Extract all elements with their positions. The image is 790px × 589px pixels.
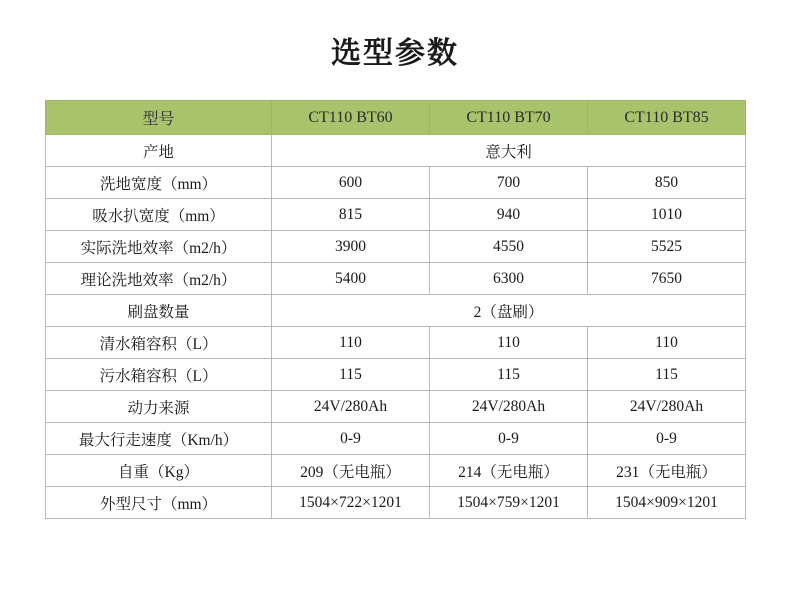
row-label: 外型尺寸（mm）	[46, 487, 272, 519]
row-value-2: 115	[430, 359, 588, 391]
row-label: 清水箱容积（L）	[46, 327, 272, 359]
row-value-1: 110	[272, 327, 430, 359]
table-row	[46, 135, 746, 167]
row-label: 动力来源	[46, 391, 272, 423]
row-value-2: 4550	[430, 231, 588, 263]
row-label: 洗地宽度（mm）	[46, 167, 272, 199]
row-value-1: 209（无电瓶）	[272, 455, 430, 487]
header-cell-col-1: CT110 BT60	[272, 101, 430, 135]
row-value-1: 815	[272, 199, 430, 231]
table-row	[46, 487, 746, 519]
row-label: 实际洗地效率（m2/h）	[46, 231, 272, 263]
row-value-3: 24V/280Ah	[588, 391, 746, 423]
row-value-3: 5525	[588, 231, 746, 263]
row-value-2: 214（无电瓶）	[430, 455, 588, 487]
table-row	[46, 423, 746, 455]
row-label: 理论洗地效率（m2/h）	[46, 263, 272, 295]
row-label: 最大行走速度（Km/h）	[46, 423, 272, 455]
table-row	[46, 359, 746, 391]
table-row	[46, 295, 746, 327]
table-row	[46, 231, 746, 263]
row-value-1: 24V/280Ah	[272, 391, 430, 423]
row-merged-value: 2（盘刷）	[272, 295, 746, 327]
table-row	[46, 167, 746, 199]
row-value-3: 0-9	[588, 423, 746, 455]
table-row	[46, 327, 746, 359]
row-value-1: 3900	[272, 231, 430, 263]
row-value-3: 1010	[588, 199, 746, 231]
row-label: 刷盘数量	[46, 295, 272, 327]
row-value-3: 231（无电瓶）	[588, 455, 746, 487]
row-value-2: 110	[430, 327, 588, 359]
row-value-2: 6300	[430, 263, 588, 295]
row-value-1: 1504×722×1201	[272, 487, 430, 519]
row-value-3: 115	[588, 359, 746, 391]
header-cell-model: 型号	[46, 101, 272, 135]
spec-table-container	[45, 100, 745, 519]
row-value-1: 0-9	[272, 423, 430, 455]
row-value-1: 5400	[272, 263, 430, 295]
page-title: 选型参数	[331, 37, 459, 70]
table-row	[46, 391, 746, 423]
row-value-2: 940	[430, 199, 588, 231]
row-label: 自重（Kg）	[46, 455, 272, 487]
table-body	[46, 135, 746, 519]
row-value-1: 600	[272, 167, 430, 199]
row-label: 产地	[46, 135, 272, 167]
table-row	[46, 455, 746, 487]
header-cell-col-3: CT110 BT85	[588, 101, 746, 135]
table-row	[46, 263, 746, 295]
row-value-3: 7650	[588, 263, 746, 295]
row-label: 污水箱容积（L）	[46, 359, 272, 391]
row-value-3: 110	[588, 327, 746, 359]
row-value-2: 24V/280Ah	[430, 391, 588, 423]
specification-table	[45, 100, 746, 519]
row-value-2: 1504×759×1201	[430, 487, 588, 519]
row-merged-value: 意大利	[272, 135, 746, 167]
row-value-3: 1504×909×1201	[588, 487, 746, 519]
header-cell-col-2: CT110 BT70	[430, 101, 588, 135]
row-value-2: 700	[430, 167, 588, 199]
row-value-1: 115	[272, 359, 430, 391]
row-label: 吸水扒宽度（mm）	[46, 199, 272, 231]
row-value-3: 850	[588, 167, 746, 199]
table-row	[46, 199, 746, 231]
table-header	[46, 101, 746, 135]
row-value-2: 0-9	[430, 423, 588, 455]
table-header-row	[46, 101, 746, 135]
